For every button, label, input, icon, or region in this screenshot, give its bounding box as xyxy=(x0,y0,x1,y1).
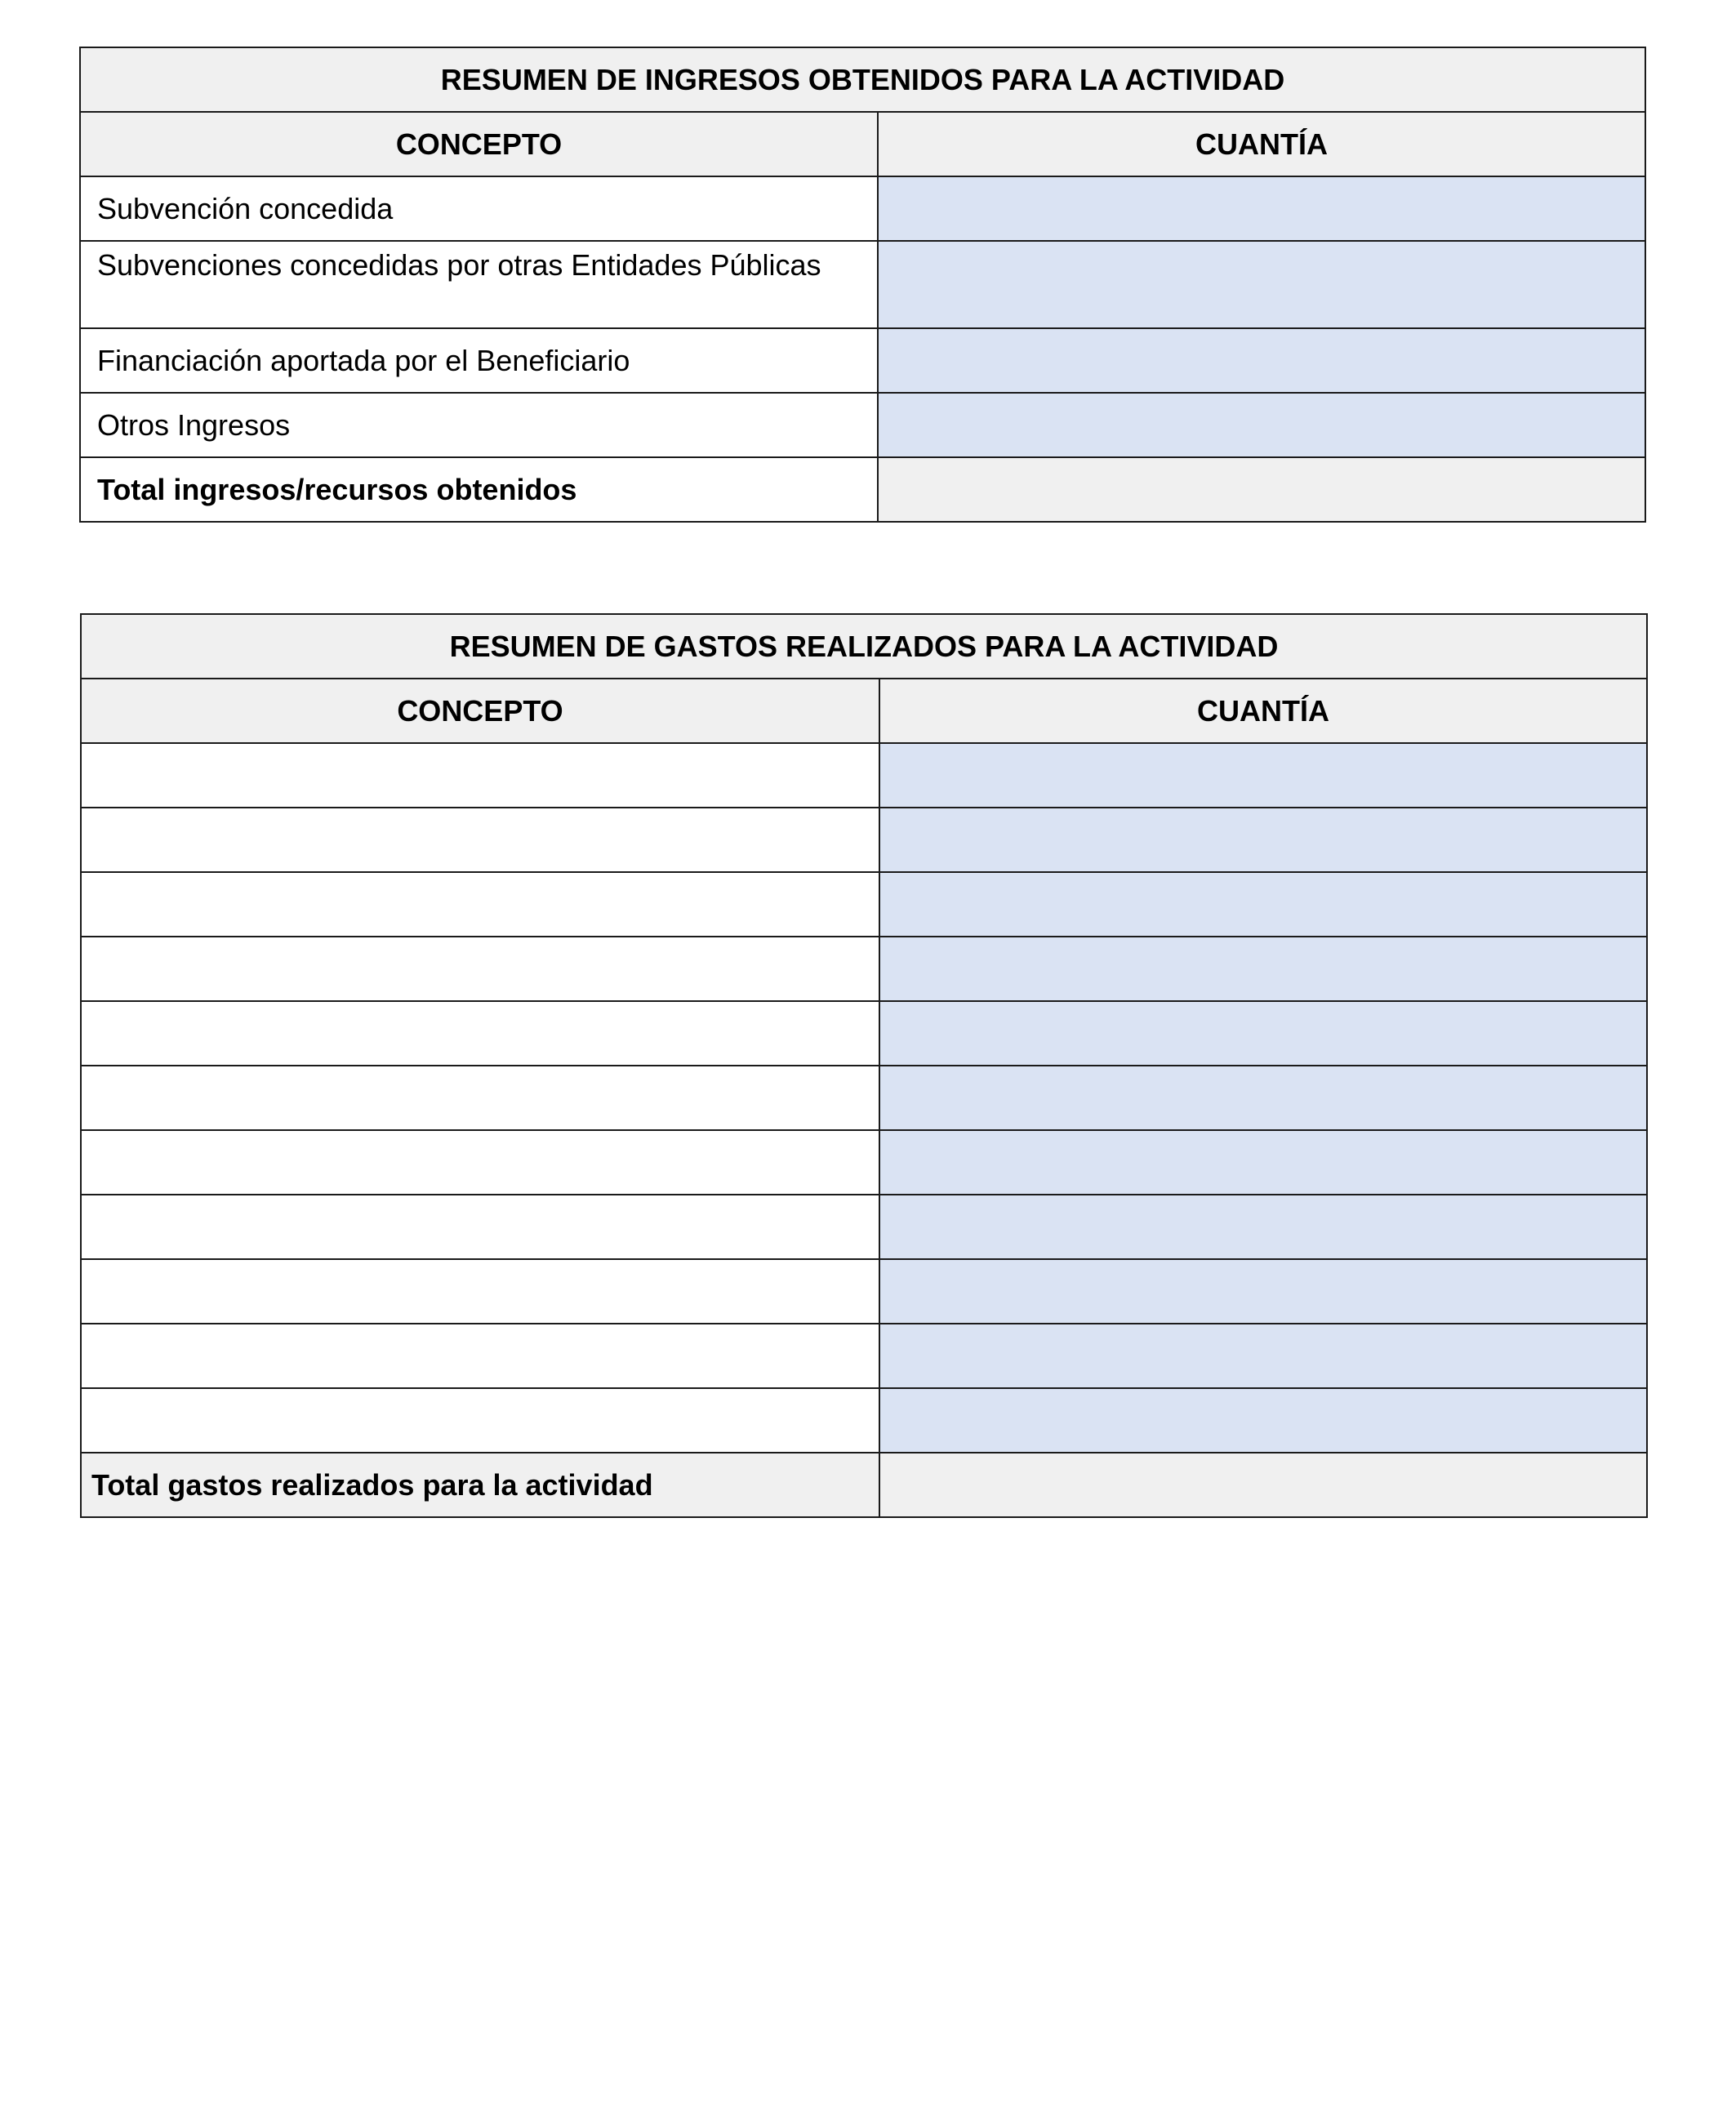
ingresos-total-label: Total ingresos/recursos obtenidos xyxy=(80,457,878,522)
ingresos-row-amount-field[interactable] xyxy=(878,328,1645,393)
gastos-row-concept-field[interactable] xyxy=(81,1259,879,1324)
gastos-total-label: Total gastos realizados para la actividad xyxy=(81,1453,879,1517)
ingresos-row-amount-field[interactable] xyxy=(878,176,1645,241)
ingresos-row-concept: Subvenciones concedidas por otras Entidades Públicas xyxy=(80,241,878,328)
ingresos-total-row xyxy=(80,457,1645,522)
ingresos-row-concept: Otros Ingresos xyxy=(80,393,878,457)
gastos-header-row xyxy=(81,679,1647,743)
gastos-header-concept: CONCEPTO xyxy=(81,679,879,743)
gastos-row-concept-field[interactable] xyxy=(81,1195,879,1259)
gastos-row xyxy=(81,1066,1647,1130)
gastos-row-amount-field[interactable] xyxy=(879,1195,1647,1259)
ingresos-row-amount-field[interactable] xyxy=(878,393,1645,457)
gastos-row xyxy=(81,808,1647,872)
ingresos-total-amount xyxy=(878,457,1645,522)
gastos-row-concept-field[interactable] xyxy=(81,743,879,808)
ingresos-header-concept: CONCEPTO xyxy=(80,112,878,176)
gastos-row-amount-field[interactable] xyxy=(879,1001,1647,1066)
gastos-row xyxy=(81,1130,1647,1195)
gastos-row-amount-field[interactable] xyxy=(879,1388,1647,1453)
gastos-row xyxy=(81,937,1647,1001)
ingresos-header-amount: CUANTÍA xyxy=(878,112,1645,176)
gastos-row-amount-field[interactable] xyxy=(879,1066,1647,1130)
gastos-row-amount-field[interactable] xyxy=(879,743,1647,808)
ingresos-header-row xyxy=(80,112,1645,176)
gastos-table xyxy=(80,613,1648,1518)
ingresos-title: RESUMEN DE INGRESOS OBTENIDOS PARA LA ACTIVIDAD xyxy=(80,47,1645,112)
gastos-row-amount-field[interactable] xyxy=(879,937,1647,1001)
gastos-row-amount-field[interactable] xyxy=(879,1324,1647,1388)
ingresos-row xyxy=(80,328,1645,393)
gastos-total-amount xyxy=(879,1453,1647,1517)
gastos-title-row xyxy=(81,614,1647,679)
gastos-row xyxy=(81,1388,1647,1453)
ingresos-row-concept: Subvención concedida xyxy=(80,176,878,241)
gastos-header-amount: CUANTÍA xyxy=(879,679,1647,743)
ingresos-row xyxy=(80,393,1645,457)
gastos-row-amount-field[interactable] xyxy=(879,808,1647,872)
ingresos-row-concept: Financiación aportada por el Beneficiario xyxy=(80,328,878,393)
gastos-row-concept-field[interactable] xyxy=(81,937,879,1001)
gastos-row-amount-field[interactable] xyxy=(879,1130,1647,1195)
gastos-row xyxy=(81,1195,1647,1259)
gastos-row-concept-field[interactable] xyxy=(81,872,879,937)
ingresos-title-row xyxy=(80,47,1645,112)
gastos-row xyxy=(81,1259,1647,1324)
ingresos-table xyxy=(79,47,1646,523)
gastos-row-concept-field[interactable] xyxy=(81,1001,879,1066)
ingresos-row xyxy=(80,241,1645,328)
gastos-total-row xyxy=(81,1453,1647,1517)
gastos-row-concept-field[interactable] xyxy=(81,1130,879,1195)
gastos-row xyxy=(81,743,1647,808)
gastos-row-concept-field[interactable] xyxy=(81,808,879,872)
gastos-title: RESUMEN DE GASTOS REALIZADOS PARA LA ACTIVIDAD xyxy=(81,614,1647,679)
gastos-row-amount-field[interactable] xyxy=(879,1259,1647,1324)
gastos-row xyxy=(81,872,1647,937)
gastos-row-concept-field[interactable] xyxy=(81,1066,879,1130)
gastos-row-concept-field[interactable] xyxy=(81,1324,879,1388)
gastos-row xyxy=(81,1001,1647,1066)
ingresos-row xyxy=(80,176,1645,241)
gastos-row-concept-field[interactable] xyxy=(81,1388,879,1453)
ingresos-row-amount-field[interactable] xyxy=(878,241,1645,328)
gastos-row xyxy=(81,1324,1647,1388)
gastos-row-amount-field[interactable] xyxy=(879,872,1647,937)
